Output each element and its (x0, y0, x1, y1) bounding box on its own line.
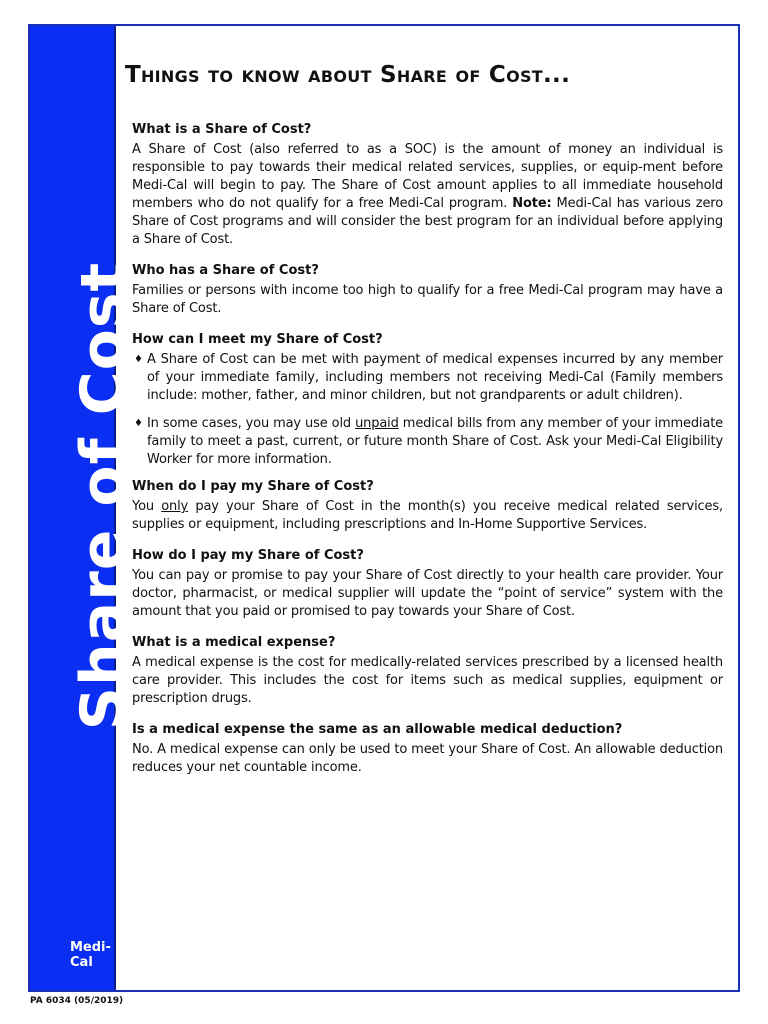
section-heading: What is a medical expense? (132, 635, 336, 650)
section-heading: How can I meet my Share of Cost? (132, 332, 383, 347)
section-text: A Share of Cost (also referred to as a SOC) is the amount of money an individual is responsible to pay towards their medical related services, supplies, or equip-ment before Medi-Cal will begin to pay. The Share of Cost amount applies to all immediate household members who do not qualify for a free Medi-Cal program. (132, 142, 723, 211)
underlined-text: unpaid (355, 416, 399, 431)
section-body (132, 141, 723, 249)
section-heading: Is a medical expense the same as an allowable medical deduction? (132, 722, 623, 737)
section-body: A medical expense is the cost for medically-related services prescribed by a licensed health care provider. This includes the cost for items such as medical supplies, equipment or prescription drugs. (132, 655, 723, 706)
bullet-text: medical bills from any member of your immediate family to meet a past, current, or future month Share of Cost. Ask your Medi-Cal Eligibility Worker for more information. (147, 416, 723, 467)
section-heading: How do I pay my Share of Cost? (132, 548, 364, 563)
section-body: No. A medical expense can only be used to meet your Share of Cost. An allowable deduction reduces your net countable income. (132, 742, 723, 775)
section-heading: When do I pay my Share of Cost? (132, 479, 374, 494)
section-body: Families or persons with income too high to qualify for a free Medi-Cal program may have a Share of Cost. (132, 283, 723, 316)
section-heading: Who has a Share of Cost? (132, 263, 319, 278)
section-heading: What is a Share of Cost? (132, 122, 312, 137)
bullet-item (125, 415, 723, 469)
sidebar (30, 26, 138, 990)
bullet-list (125, 351, 723, 469)
note-text: Medi-Cal has various zero Share of Cost programs and will consider the best program for an individual before applying a Share of Cost. (132, 196, 724, 247)
page-title: Things to know about Share of Cost... (125, 62, 571, 88)
section-body (132, 498, 723, 534)
note-label: Note: (512, 196, 552, 211)
bullet-text: In some cases, you may use old (147, 416, 356, 431)
bullet-item: ♦ A Share of Cost can be met with payment of medical expenses incurred by any member of your immediate family, including members not receiving Medi-Cal (Family members include: mother, father, and minor children, but not grandparents or adult children). (125, 351, 723, 405)
program-label: Medi-Cal (70, 940, 111, 970)
underlined-text: only (161, 499, 189, 514)
section-text: You (132, 499, 162, 514)
document-content (125, 62, 723, 791)
form-number: PA 6034 (05/2019) (30, 996, 124, 1006)
sidebar-title: Share of Cost (68, 261, 138, 731)
section-text: pay your Share of Cost in the month(s) you receive medical related services, supplies or equipment, including prescriptions and In-Home Supportive Services. (132, 499, 723, 532)
section-body: You can pay or promise to pay your Share of Cost directly to your health care provider. Your doctor, pharmacist, or medical supplier will update the “point of service” system with the amount that you paid or promised to pay towards your Share of Cost. (132, 568, 723, 619)
